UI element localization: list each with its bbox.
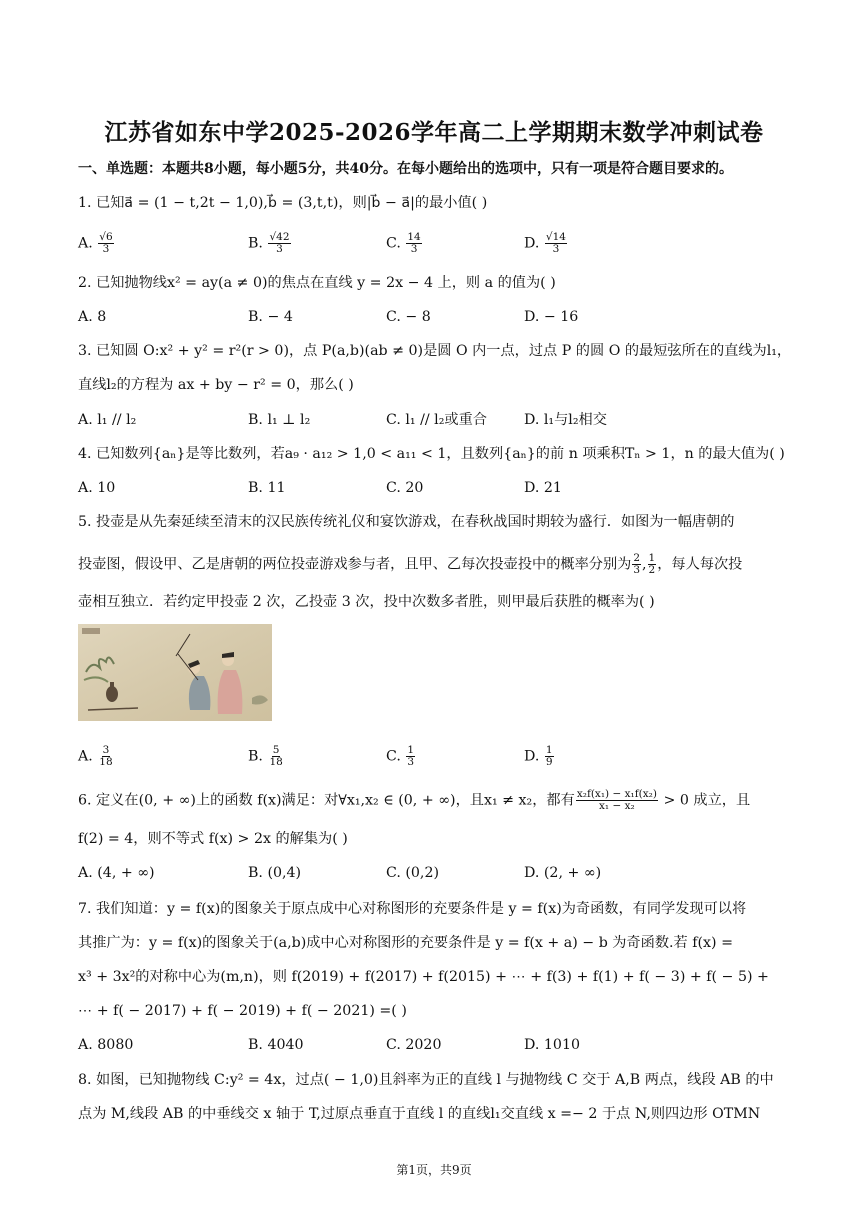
q2-option-b: B. − 4 [248,309,293,325]
q1-option-b: B. $\frac{√42}{3}$ [248,231,290,255]
q2-option-c: C. − 8 [386,309,431,325]
q5-option-b: B. $\frac{5}{18}$ [248,744,283,768]
q7-option-d: D. 1010 [524,1037,580,1053]
question-7-line-1: 7. 我们知道：y = f(x)的图象关于原点成中心对称图形的充要条件是 y = f(x)为奇函数，有同学发现可以将 [78,901,747,917]
q6-option-a: A. (4, + ∞) [78,865,155,881]
question-3-line-1: 3. 已知圆 O:x² + y² = r²(r > 0)，点 P(a,b)(ab ≠ 0)是圆 O 内一点，过点 P 的圆 O 的最短弦所在的直线为l₁， [78,343,792,359]
question-8-line-1: 8. 如图，已知抛物线 C:y² = 4x，过点( − 1,0)且斜率为正的直线 l 与抛物线 C 交于 A,B 两点，线段 AB 的中 [78,1072,774,1088]
q7-option-c: C. 2020 [386,1037,442,1053]
question-6-line-1: 6. 定义在(0, + ∞)上的函数 f(x)满足：对∀x₁,x₂ ∈ (0, + ∞)，且x₁ ≠ x₂，都有 $\frac{\text{x₂f(x₁) − x₁f(x₂)}}{\text{x₁ − x₂}}$ > 0 成立，且 [78,788,751,812]
q3-option-b: B. l₁ ⊥ l₂ [248,412,311,428]
question-7-line-3: x³ + 3x²的对称中心为(m,n)，则 f(2019) + f(2017) + f(2015) + ⋯ + f(3) + f(1) + f( − 3) + f( − 5) + [78,969,769,985]
q2-option-a: A. 8 [78,309,107,325]
question-7-line-2: 其推广为：y = f(x)的图象关于(a,b)成中心对称图形的充要条件是 y = f(x + a) − b 为奇函数.若 f(x) = [78,935,733,951]
question-5-line-2: 投壶图，假设甲、乙是唐朝的两位投壶游戏参与者，且甲、乙每次投壶投中的概率分别为 $\frac{2}{3}$ , $\frac{1}{2}$ ，每人每次投 [78,552,743,576]
question-6-line-2: f(2) = 4，则不等式 f(x) > 2x 的解集为( ) [78,831,348,847]
fraction: $\frac{3}{18}$ [99,744,113,768]
q1-option-d: D. $\frac{√14}{3}$ [524,231,566,255]
question-2-stem: 2. 已知抛物线x² = ay(a ≠ 0)的焦点在直线 y = 2x − 4 上，则 a 的值为( ) [78,275,556,291]
question-7-line-4: ⋯ + f( − 2017) + f( − 2019) + f( − 2021) =( ) [78,1003,407,1019]
q7-option-a: A. 8080 [78,1037,134,1053]
q5-option-c: C. $\frac{1}{3}$ [386,744,415,768]
q3-option-d: D. l₁与l₂相交 [524,412,607,428]
q4-option-c: C. 20 [386,480,424,496]
question-1-stem: 1. 已知a⃗ = (1 − t,2t − 1,0),b⃗ = (3,t,t)，则|b⃗ − a⃗|的最小值( ) [78,195,488,211]
q7-option-b: B. 4040 [248,1037,304,1053]
q5-option-d: D. $\frac{1}{9}$ [524,744,553,768]
fraction: $\frac{\text{x₂f(x₁) − x₁f(x₂)}}{\text{x₁ − x₂}}$ [576,788,657,812]
q4-option-d: D. 21 [524,480,562,496]
fraction: $\frac{1}{3}$ [407,744,415,768]
q6-option-c: C. (0,2) [386,865,440,881]
page-footer: 第1页，共9页 [396,1163,472,1177]
question-5-line-1: 5. 投壶是从先秦延续至清末的汉民族传统礼仪和宴饮游戏，在春秋战国时期较为盛行．如图为一幅唐朝的 [78,514,735,530]
question-4-stem: 4. 已知数列{aₙ}是等比数列，若a₉ · a₁₂ > 1,0 < a₁₁ < 1，且数列{aₙ}的前 n 项乘积Tₙ > 1，n 的最大值为( ) [78,446,785,462]
fraction: $\frac{14}{3}$ [407,231,421,255]
fraction: $\frac{√6}{3}$ [99,231,113,255]
q3-option-a: A. l₁ // l₂ [78,412,137,428]
question-3-line-2: 直线l₂的方程为 ax + by − r² = 0，那么( ) [78,377,354,393]
q5-option-a: A. $\frac{3}{18}$ [78,744,113,768]
fraction: $\frac{1}{2}$ [648,552,656,576]
q4-option-b: B. 11 [248,480,286,496]
q6-option-b: B. (0,4) [248,865,302,881]
question-5-line-3: 壶相互独立．若约定甲投壶 2 次，乙投壶 3 次，投中次数多者胜，则甲最后获胜的概率为( ) [78,594,655,610]
fraction: $\frac{5}{18}$ [269,744,283,768]
fraction: $\frac{1}{9}$ [545,744,553,768]
question-8-line-2: 点为 M,线段 AB 的中垂线交 x 轴于 T,过原点垂直于直线 l 的直线l₁交直线 x =− 2 于点 N,则四边形 OTMN [78,1106,761,1122]
fraction: $\frac{√14}{3}$ [545,231,566,255]
fraction: $\frac{√42}{3}$ [269,231,290,255]
q1-option-c: C. $\frac{14}{3}$ [386,231,421,255]
q3-option-c: C. l₁ // l₂或重合 [386,412,487,428]
page-title: 江苏省如东中学2025-2026学年高二上学期期末数学冲刺试卷 [104,119,764,146]
q4-option-a: A. 10 [78,480,116,496]
q2-option-d: D. − 16 [524,309,579,325]
section-heading: 一、单选题：本题共8小题，每小题5分，共40分。在每小题给出的选项中，只有一项是符合题目要求的。 [78,161,733,177]
touhu-painting-image [78,624,272,721]
q1-option-a: A. $\frac{√6}{3}$ [78,231,113,255]
q6-option-d: D. (2, + ∞) [524,865,602,881]
fraction: $\frac{2}{3}$ [633,552,641,576]
